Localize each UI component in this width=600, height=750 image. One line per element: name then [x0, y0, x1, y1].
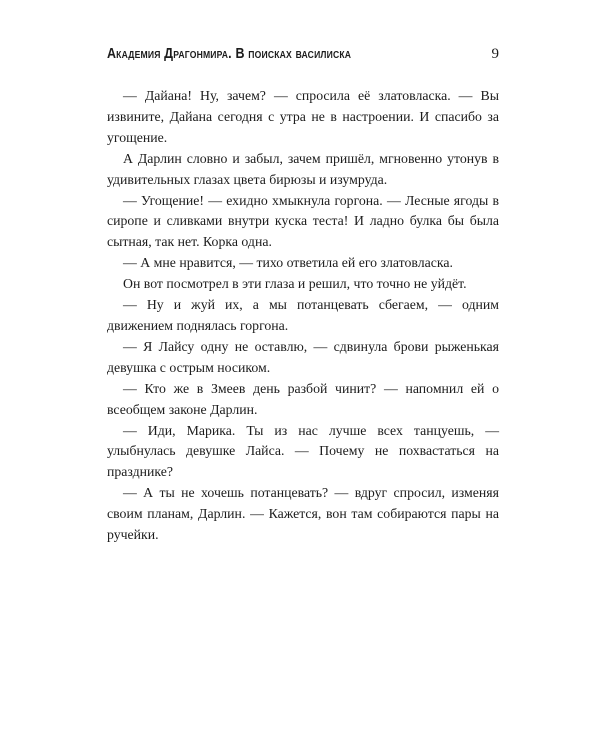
body-text [107, 86, 499, 546]
paragraph: Он вот посмотрел в эти глаза и решил, что точно не уйдёт. [123, 276, 467, 292]
paragraph: — Кто же в Змеев день разбой чинит? — напомнил ей о всеобщем законе Дарлин. [107, 380, 499, 417]
running-title: Академия Драгонмира. В поисках василиска [107, 46, 352, 62]
paragraph: — Угощение! — ехидно хмыкнула горгона. — Лесные ягоды в сиропе и сливками внутри куска теста! И ладно булка бы была сытная, так нет. Корка одна. [107, 192, 499, 250]
paragraph: — Ну и жуй их, а мы потанцевать сбегаем, — одним движением поднялась горгона. [107, 297, 499, 333]
paragraph: — А мне нравится, — тихо ответила ей его златовласка. [123, 255, 453, 271]
paragraph: — А ты не хочешь потанцевать? — вдруг спросил, изменяя своим планам, Дарлин. — Кажется, вон там собираются пары на ручейки. [107, 485, 499, 543]
paragraph: — Иди, Марика. Ты из нас лучше всех танцуешь, — улыбнулась девушке Лайса. — Почему не похвастаться на празднике? [107, 422, 499, 480]
paragraph: — Я Лайсу одну не оставлю, — сдвинула брови рыженькая девушка с острым носиком. [107, 338, 499, 375]
page-number: 9 [491, 46, 499, 62]
running-header [107, 46, 499, 68]
paragraph: — Дайана! Ну, зачем? — спросила её златовласка. — Вы извините, Дайана сегодня с утра не в настроении. И спасибо за угощение. [107, 88, 499, 145]
paragraph: А Дарлин словно и забыл, зачем пришёл, мгновенно утонув в удивительных глазах цвета бирюзы и изумруда. [107, 150, 499, 187]
